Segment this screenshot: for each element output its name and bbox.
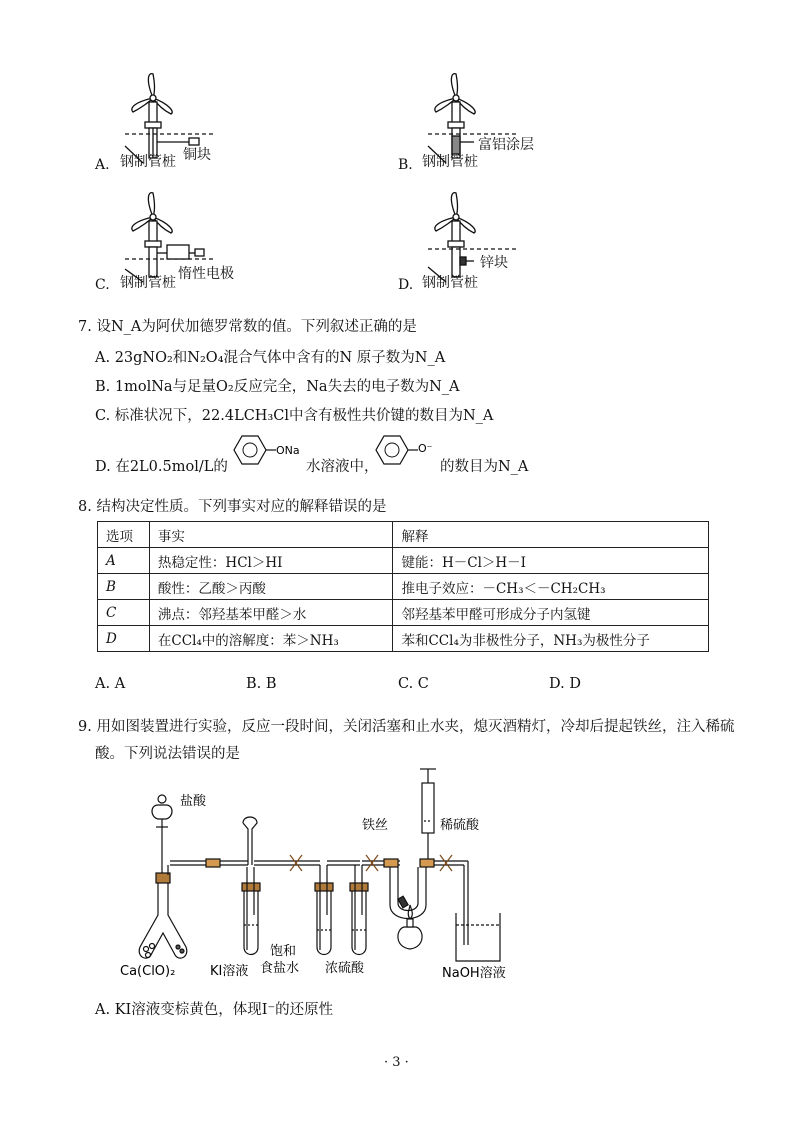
q6-option-d-part: 锌块 (480, 255, 508, 271)
q6-option-c-part: 惰性电极 (178, 266, 234, 282)
label-h2so4: 浓硫酸 (325, 961, 365, 976)
q8-answer-a: A. A (95, 676, 126, 692)
phenoxide-sodium-structure (228, 430, 308, 474)
table-cell: C (98, 600, 150, 626)
q9-option-a: A. KI溶液变棕黄色，体现I⁻的还原性 (95, 1002, 334, 1018)
q6-option-d-letter: D. (398, 277, 414, 293)
label-caclo: Ca(ClO)₂ (120, 964, 176, 979)
page-number: · 3 · (384, 1055, 409, 1070)
table-cell: 在CCl₄中的溶解度：苯＞NH₃ (149, 626, 393, 652)
label-ki: KI溶液 (210, 964, 249, 979)
label-hcl: 盐酸 (180, 794, 207, 809)
q6-option-b-letter: B. (398, 157, 413, 173)
struct2-label: O⁻ (418, 442, 433, 455)
q7-option-d-mid: 水溶液中， (306, 459, 379, 475)
table-cell: D (98, 626, 150, 652)
q7-option-c: C. 标准状况下，22.4LCH₃Cl中含有极性共价键的数目为N_A (95, 408, 494, 424)
q8-table (97, 521, 709, 652)
q6-option-c-pile: 钢制管桩 (120, 275, 176, 291)
table-cell: 沸点：邻羟基苯甲醛＞水 (149, 600, 393, 626)
table-cell: 苯和CCl₄为非极性分子，NH₃为极性分子 (393, 626, 709, 652)
q9-stem-line1: 9. 用如图装置进行实验，反应一段时间，关闭活塞和止水夹，熄灭酒精灯，冷却后提起铁丝，注入稀硫 (78, 719, 735, 735)
q8-answer-c: C. C (398, 676, 429, 692)
q8-answer-d: D. D (549, 676, 581, 692)
table-cell: 键能：H－Cl＞H－I (393, 548, 709, 574)
q6-option-a-pile: 钢制管桩 (120, 154, 176, 170)
table-header-cell: 解释 (393, 522, 709, 548)
q6-option-b-pile: 钢制管桩 (422, 154, 478, 170)
q6-option-a-part: 铜块 (183, 147, 211, 163)
label-brine-1: 饱和 (270, 944, 297, 959)
q6-option-a-letter: A. (95, 157, 110, 173)
table-header-cell: 选项 (98, 522, 150, 548)
q6-option-b-part: 富铝涂层 (478, 137, 534, 153)
q7-option-d-suffix: 的数目为N_A (440, 459, 529, 475)
label-brine-2: 食盐水 (260, 961, 300, 976)
phenoxide-ion-structure (370, 430, 450, 474)
q9-stem-line2: 酸。下列说法错误的是 (95, 746, 240, 762)
q7-option-a: A. 23gNO₂和N₂O₄混合气体中含有的N 原子数为N_A (95, 350, 446, 366)
table-row (98, 600, 709, 626)
q8-stem: 8. 结构决定性质。下列事实对应的解释错误的是 (78, 499, 387, 515)
q6-option-d-pile: 钢制管桩 (422, 275, 478, 291)
table-header-row (98, 522, 709, 548)
table-cell: 邻羟基苯甲醛可形成分子内氢键 (393, 600, 709, 626)
q7-option-d-prefix: D. 在2L0.5mol/L的 (95, 459, 228, 475)
table-cell: 酸性：乙酸＞丙酸 (149, 574, 393, 600)
table-cell: B (98, 574, 150, 600)
table-row (98, 548, 709, 574)
table-header-cell: 事实 (149, 522, 393, 548)
label-iron: 铁丝 (362, 818, 389, 833)
q7-option-b: B. 1molNa与足量O₂反应完全，Na失去的电子数为N_A (95, 379, 460, 395)
table-cell: 推电子效应：－CH₃＜－CH₂CH₃ (393, 574, 709, 600)
struct1-label: ONa (276, 444, 300, 457)
q8-answer-b: B. B (246, 676, 277, 692)
table-cell: A (98, 548, 150, 574)
label-naoh: NaOH溶液 (442, 966, 506, 981)
q7-stem: 7. 设N_A为阿伏加德罗常数的值。下列叙述正确的是 (78, 319, 417, 335)
label-dilute: 稀硫酸 (440, 818, 480, 833)
apparatus-diagram (120, 765, 540, 990)
table-row (98, 626, 709, 652)
q6-option-c-letter: C. (95, 277, 110, 293)
table-cell: 热稳定性：HCl＞HI (149, 548, 393, 574)
table-row (98, 574, 709, 600)
